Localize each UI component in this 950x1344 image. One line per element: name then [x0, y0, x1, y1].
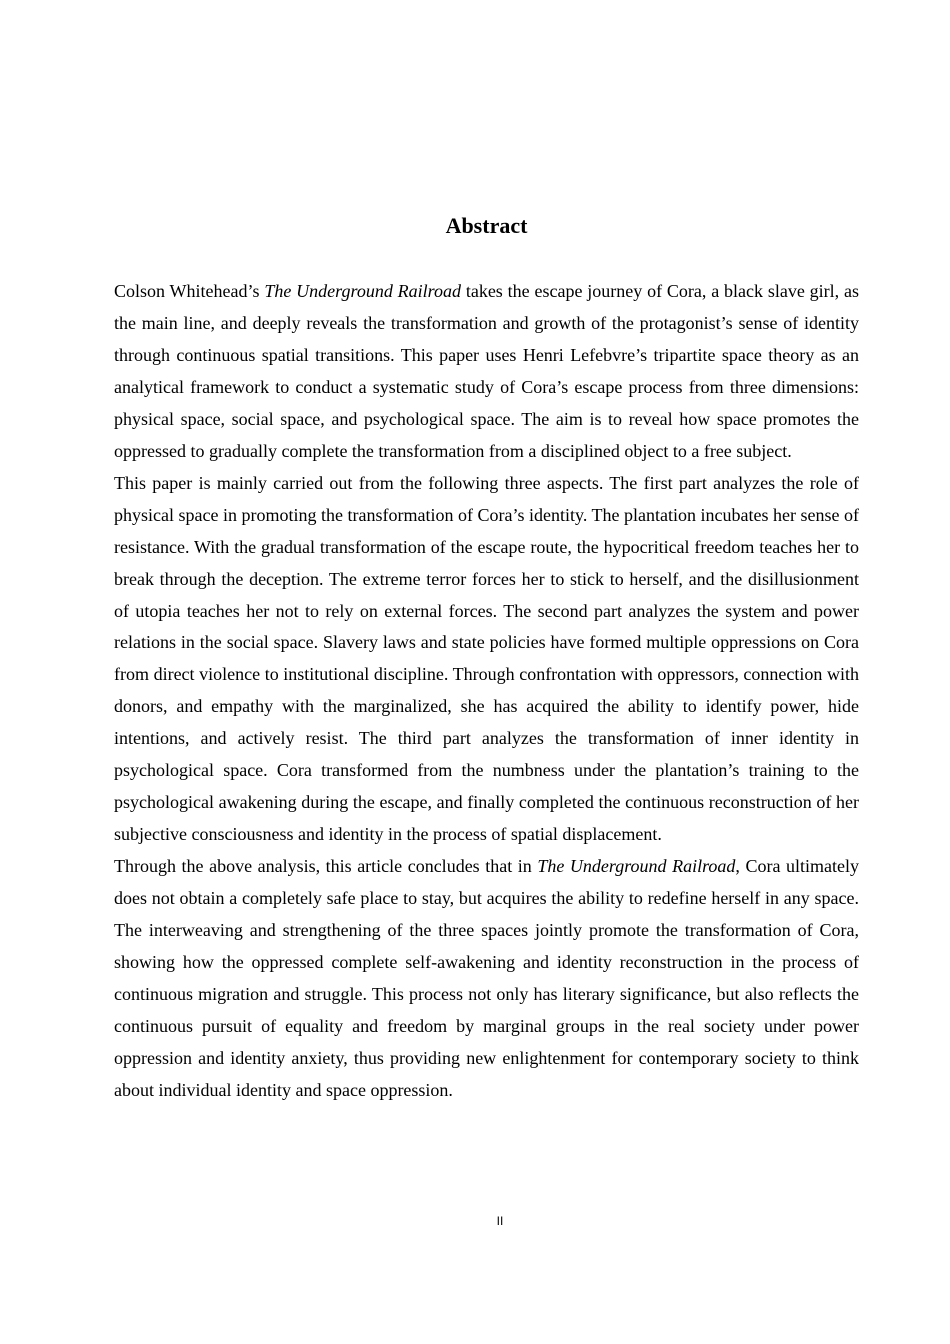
abstract-body	[114, 276, 859, 1107]
paragraph-3-text: , Cora ultimately does not obtain a completely safe place to stay, but acquires the ability to redefine herself in any space. The interweaving and strengthening of the three spaces jointly promote the transformation of Cora, showing how the oppressed complete self-awakening and identity reconstruction in the process of continuous migration and struggle. This process not only has literary significance, but also reflects the continuous pursuit of equality and freedom by marginal groups in the real society under power oppression and identity anxiety, thus providing new enlightenment for contemporary society to think about individual identity and space oppression.	[114, 856, 859, 1100]
abstract-paragraph-2: This paper is mainly carried out from the following three aspects. The first part analyzes the role of physical space in promoting the transformation of Cora’s identity. The plantation incubates her sense of resistance. With the gradual transformation of the escape route, the hypocritical freedom teaches her to break through the deception. The extreme terror forces her to stick to herself, and the disillusionment of utopia teaches her not to rely on external forces. The second part analyzes the system and power relations in the social space. Slavery laws and state policies have formed multiple oppressions on Cora from direct violence to institutional discipline. Through confrontation with oppressors, connection with donors, and empathy with the marginalized, she has acquired the ability to identify power, hide intentions, and actively resist. The third part analyzes the transformation of inner identity in psychological space. Cora transformed from the numbness under the plantation’s training to the psychological awakening during the escape, and finally completed the continuous reconstruction of her subjective consciousness and identity in the process of spatial displacement.	[114, 472, 859, 845]
abstract-paragraph-3	[114, 851, 859, 1107]
page-title: Abstract	[445, 213, 528, 238]
abstract-paragraph-1	[114, 276, 859, 468]
book-title-italic: The Underground Railroad	[537, 856, 736, 877]
page-number: II	[496, 1214, 504, 1228]
paragraph-1-text: takes the escape journey of Cora, a black slave girl, as the main line, and deeply reveals the transformation and growth of the protagonist’s sense of identity through continuous spatial transitions. This paper uses Henri Lefebvre’s tripartite space theory as an analytical framework to conduct a systematic study of Cora’s escape process from three dimensions: physical space, social space, and psychological space. The aim is to reveal how space promotes the oppressed to gradually complete the transformation from a disciplined object to a free subject.	[114, 281, 860, 461]
paragraph-3-lead-text: Through the above analysis, this article concludes that in	[114, 856, 538, 877]
paragraph-1-lead-text: Colson Whitehead’s	[114, 281, 265, 301]
book-title-italic: The Underground Railroad	[264, 281, 461, 301]
